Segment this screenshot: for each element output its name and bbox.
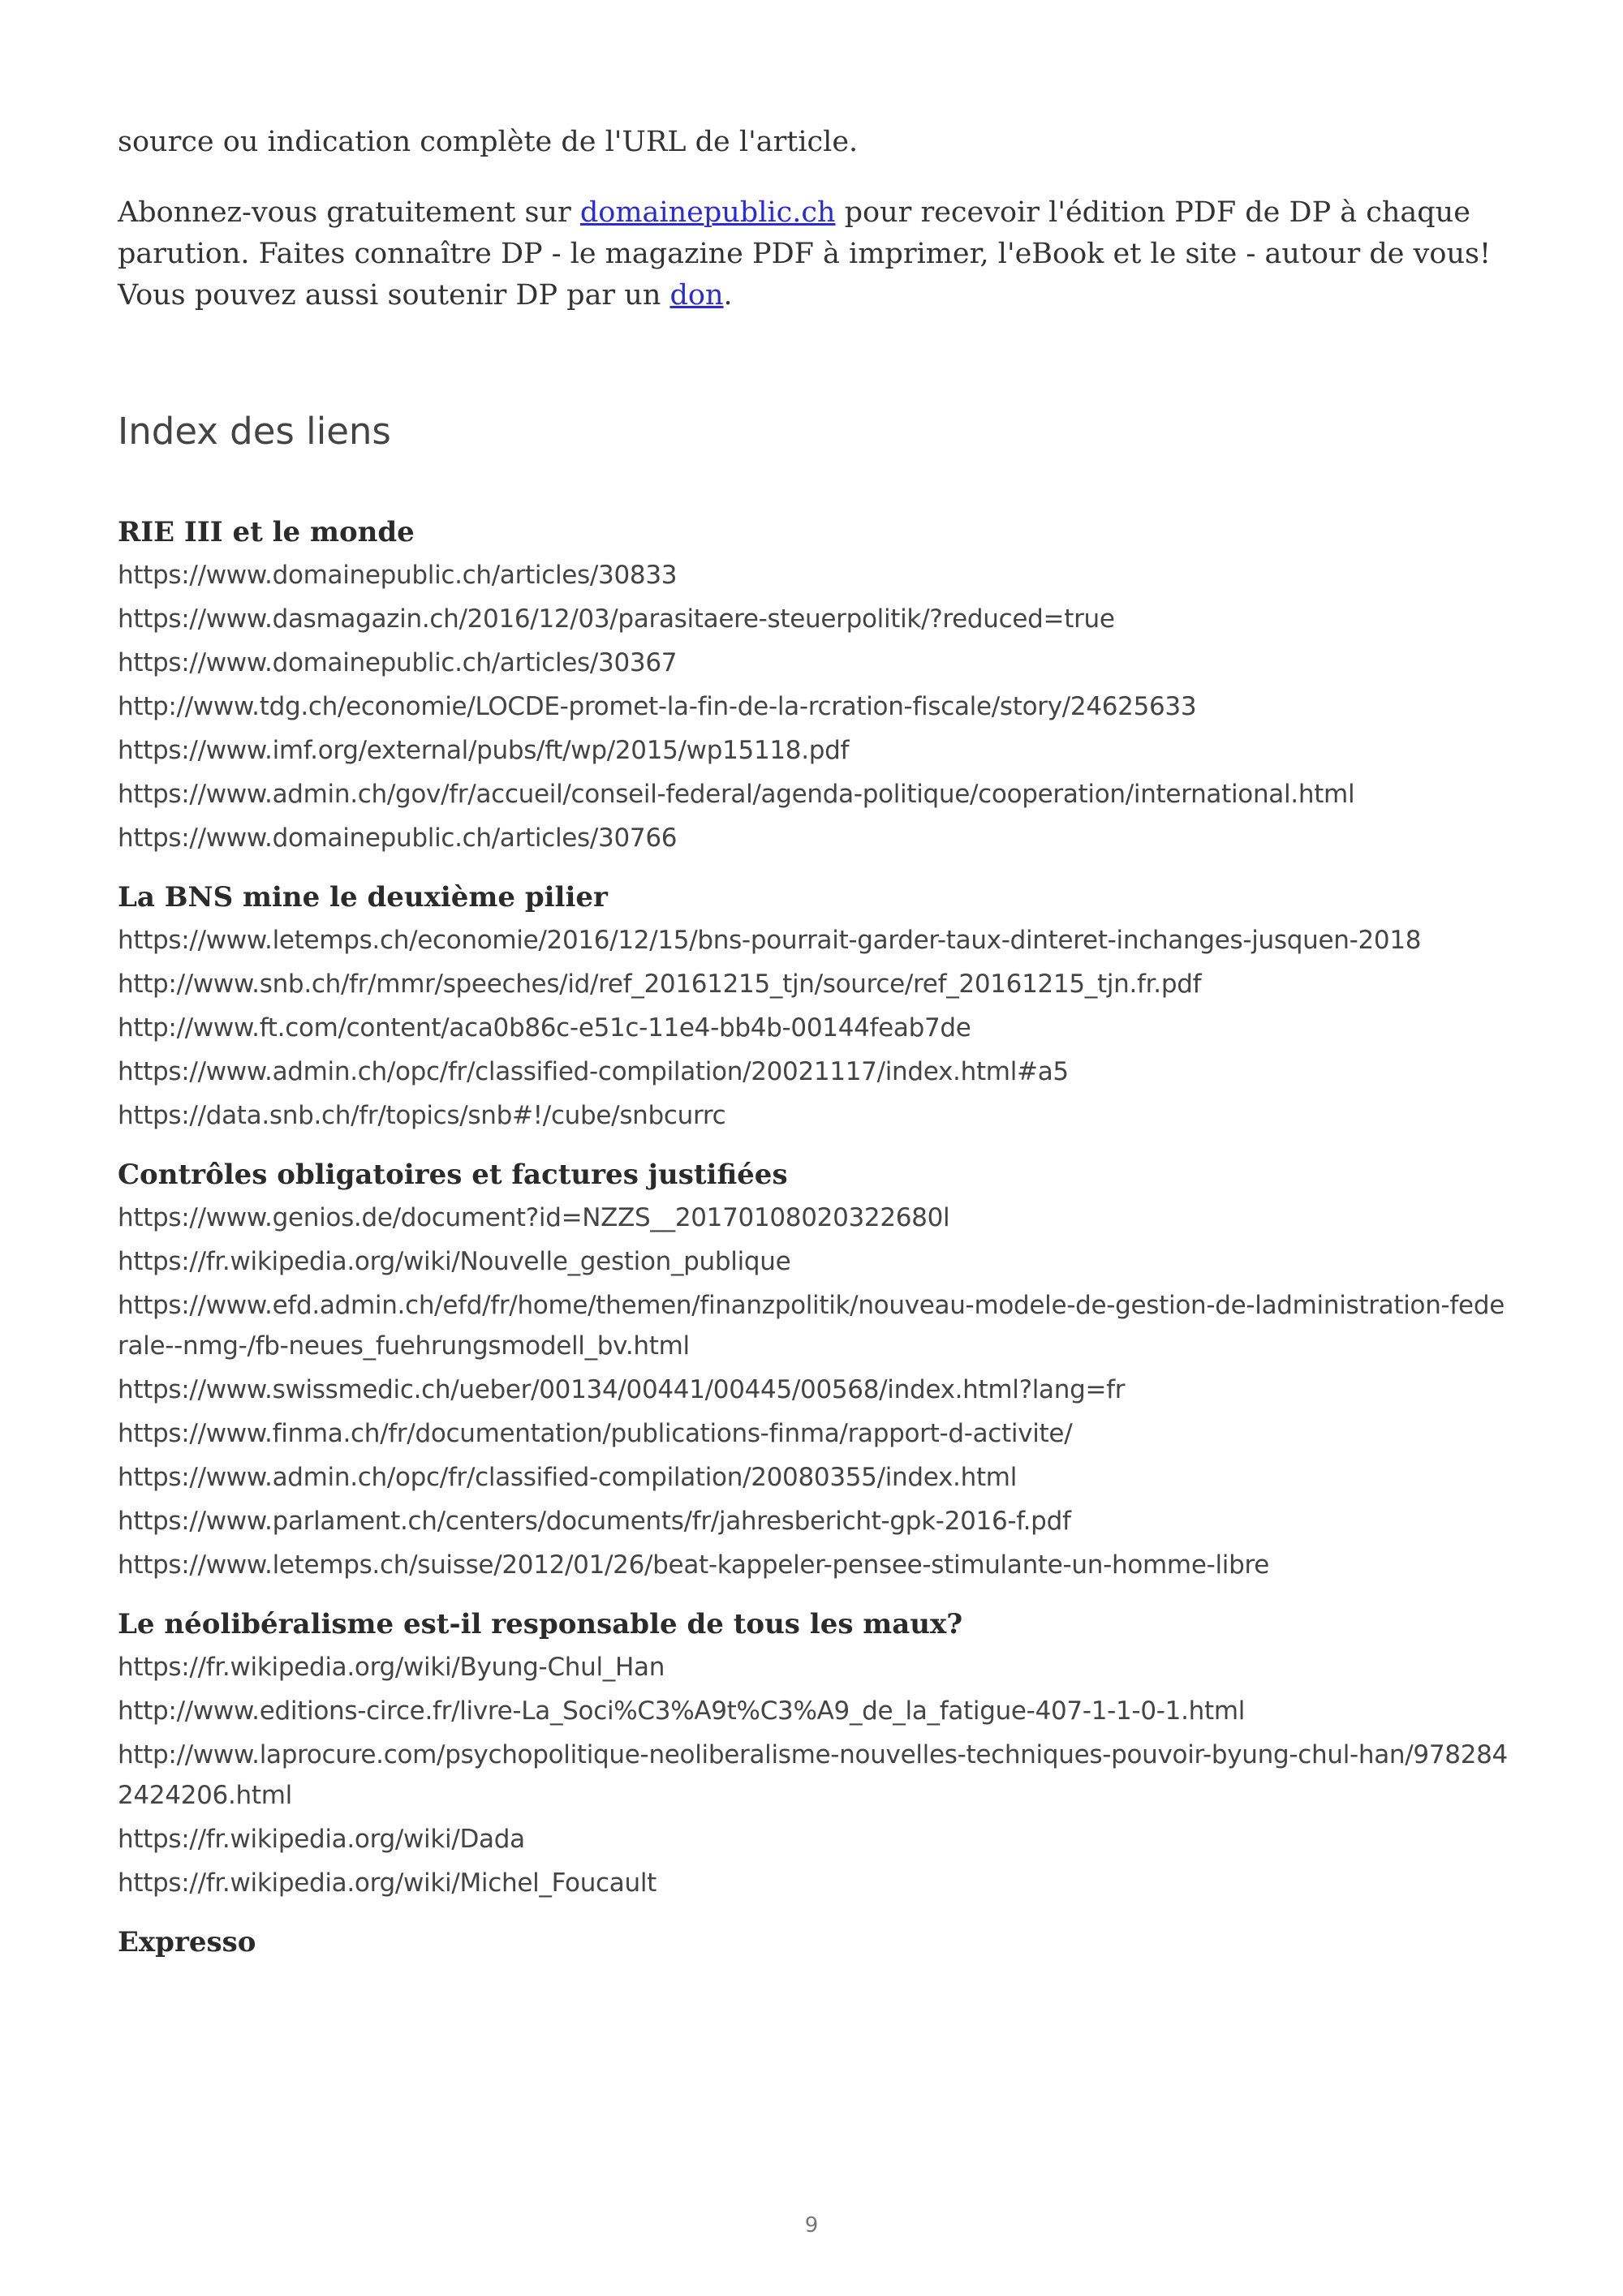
url-item[interactable]: https://www.parlament.ch/centers/documents/fr/jahresbericht-gpk-2016-f.pdf <box>118 1507 1071 1536</box>
index-title: Index des liens <box>118 410 391 453</box>
url-item[interactable]: https://data.snb.ch/fr/topics/snb#!/cube/snbcurrc <box>118 1101 726 1130</box>
intro-text-part2: pour recevoir l'édition PDF de DP à chaque parution. Faites connaître DP - le magazine PDF à imprimer, l'eBook et le site - autour de vous! Vous pouvez aussi soutenir DP par un <box>118 196 1492 312</box>
url-item[interactable]: https://www.finma.ch/fr/documentation/publications-finma/rapport-d-activite/ <box>118 1419 1073 1448</box>
section-title: RIE III et le monde <box>118 516 415 548</box>
url-item[interactable]: https://fr.wikipedia.org/wiki/Byung-Chul_Han <box>118 1653 665 1682</box>
link-list <box>118 920 1513 1136</box>
section-controles <box>118 1154 1513 1585</box>
url-item[interactable]: https://www.genios.de/document?id=NZZS__20170108020322680l <box>118 1203 950 1232</box>
intro-block <box>118 122 1513 316</box>
section-title: Expresso <box>118 1926 256 1958</box>
link-list <box>118 1197 1513 1585</box>
url-item[interactable]: https://www.dasmagazin.ch/2016/12/03/parasitaere-steuerpolitik/?reduced=true <box>118 604 1115 634</box>
url-item[interactable]: http://www.snb.ch/fr/mmr/speeches/id/ref_20161215_tjn/source/ref_20161215_tjn.fr.pdf <box>118 970 1202 999</box>
url-item[interactable]: https://www.efd.admin.ch/efd/fr/home/themen/finanzpolitik/nouveau-modele-de-gestion-de-ladministration-federale--nmg-/fb-neues_fuehrungsmodell_bv.html <box>118 1291 1505 1361</box>
url-item[interactable]: https://www.admin.ch/gov/fr/accueil/conseil-federal/agenda-politique/cooperation/international.html <box>118 780 1355 809</box>
intro-text: source ou indication complète de l'URL de l'article. <box>118 126 859 158</box>
url-item[interactable]: http://www.laprocure.com/psychopolitique-neoliberalisme-nouvelles-techniques-pouvoir-byung-chul-han/9782842424206.html <box>118 1740 1508 1810</box>
link-index-sections <box>118 511 1513 1963</box>
url-item[interactable]: https://www.letemps.ch/suisse/2012/01/26/beat-kappeler-pensee-stimulante-un-homme-libre <box>118 1550 1270 1580</box>
url-item[interactable]: http://www.tdg.ch/economie/LOCDE-promet-la-fin-de-la-rcration-fiscale/story/24625633 <box>118 692 1197 721</box>
donation-link[interactable]: don <box>669 279 724 312</box>
url-item[interactable]: http://www.ft.com/content/aca0b86c-e51c-11e4-bb4b-00144feab7de <box>118 1013 971 1043</box>
intro-text-part3: . <box>723 279 733 312</box>
url-item[interactable]: https://www.swissmedic.ch/ueber/00134/00441/00445/00568/index.html?lang=fr <box>118 1375 1126 1404</box>
domainepublic-link[interactable]: domainepublic.ch <box>579 196 836 229</box>
url-item[interactable]: https://fr.wikipedia.org/wiki/Nouvelle_gestion_publique <box>118 1247 791 1276</box>
intro-subscribe-paragraph <box>118 192 1513 316</box>
section-title: Le néolibéralisme est-il responsable de tous les maux? <box>118 1608 963 1640</box>
url-item[interactable]: https://www.domainepublic.ch/articles/30833 <box>118 561 678 590</box>
page-number: 9 <box>804 2213 819 2238</box>
url-item[interactable]: https://www.letemps.ch/economie/2016/12/15/bns-pourrait-garder-taux-dinteret-inchanges-jusquen-2018 <box>118 926 1422 955</box>
url-item[interactable]: https://www.admin.ch/opc/fr/classified-compilation/20021117/index.html#a5 <box>118 1057 1069 1086</box>
url-item[interactable]: https://www.domainepublic.ch/articles/30367 <box>118 648 678 677</box>
section-rie-iii <box>118 511 1513 858</box>
section-bns <box>118 876 1513 1136</box>
intro-text-part1: Abonnez-vous gratuitement sur <box>118 196 580 229</box>
section-title: La BNS mine le deuxième pilier <box>118 881 608 914</box>
section-title: Contrôles obligatoires et factures justifiées <box>118 1159 788 1191</box>
section-neoliberalisme <box>118 1603 1513 1903</box>
intro-line-source <box>118 122 1513 163</box>
url-item[interactable]: https://www.admin.ch/opc/fr/classified-compilation/20080355/index.html <box>118 1463 1018 1492</box>
url-item[interactable]: https://fr.wikipedia.org/wiki/Michel_Foucault <box>118 1868 657 1898</box>
link-list <box>118 1647 1513 1903</box>
link-list <box>118 555 1513 858</box>
section-expresso <box>118 1921 1513 1963</box>
url-item[interactable]: https://www.imf.org/external/pubs/ft/wp/2015/wp15118.pdf <box>118 736 850 765</box>
url-item[interactable]: https://www.domainepublic.ch/articles/30766 <box>118 823 678 853</box>
url-item[interactable]: https://fr.wikipedia.org/wiki/Dada <box>118 1825 525 1854</box>
url-item[interactable]: http://www.editions-circe.fr/livre-La_Soci%C3%A9t%C3%A9_de_la_fatigue-407-1-1-0-1.html <box>118 1696 1246 1726</box>
document-page <box>118 122 1513 1981</box>
